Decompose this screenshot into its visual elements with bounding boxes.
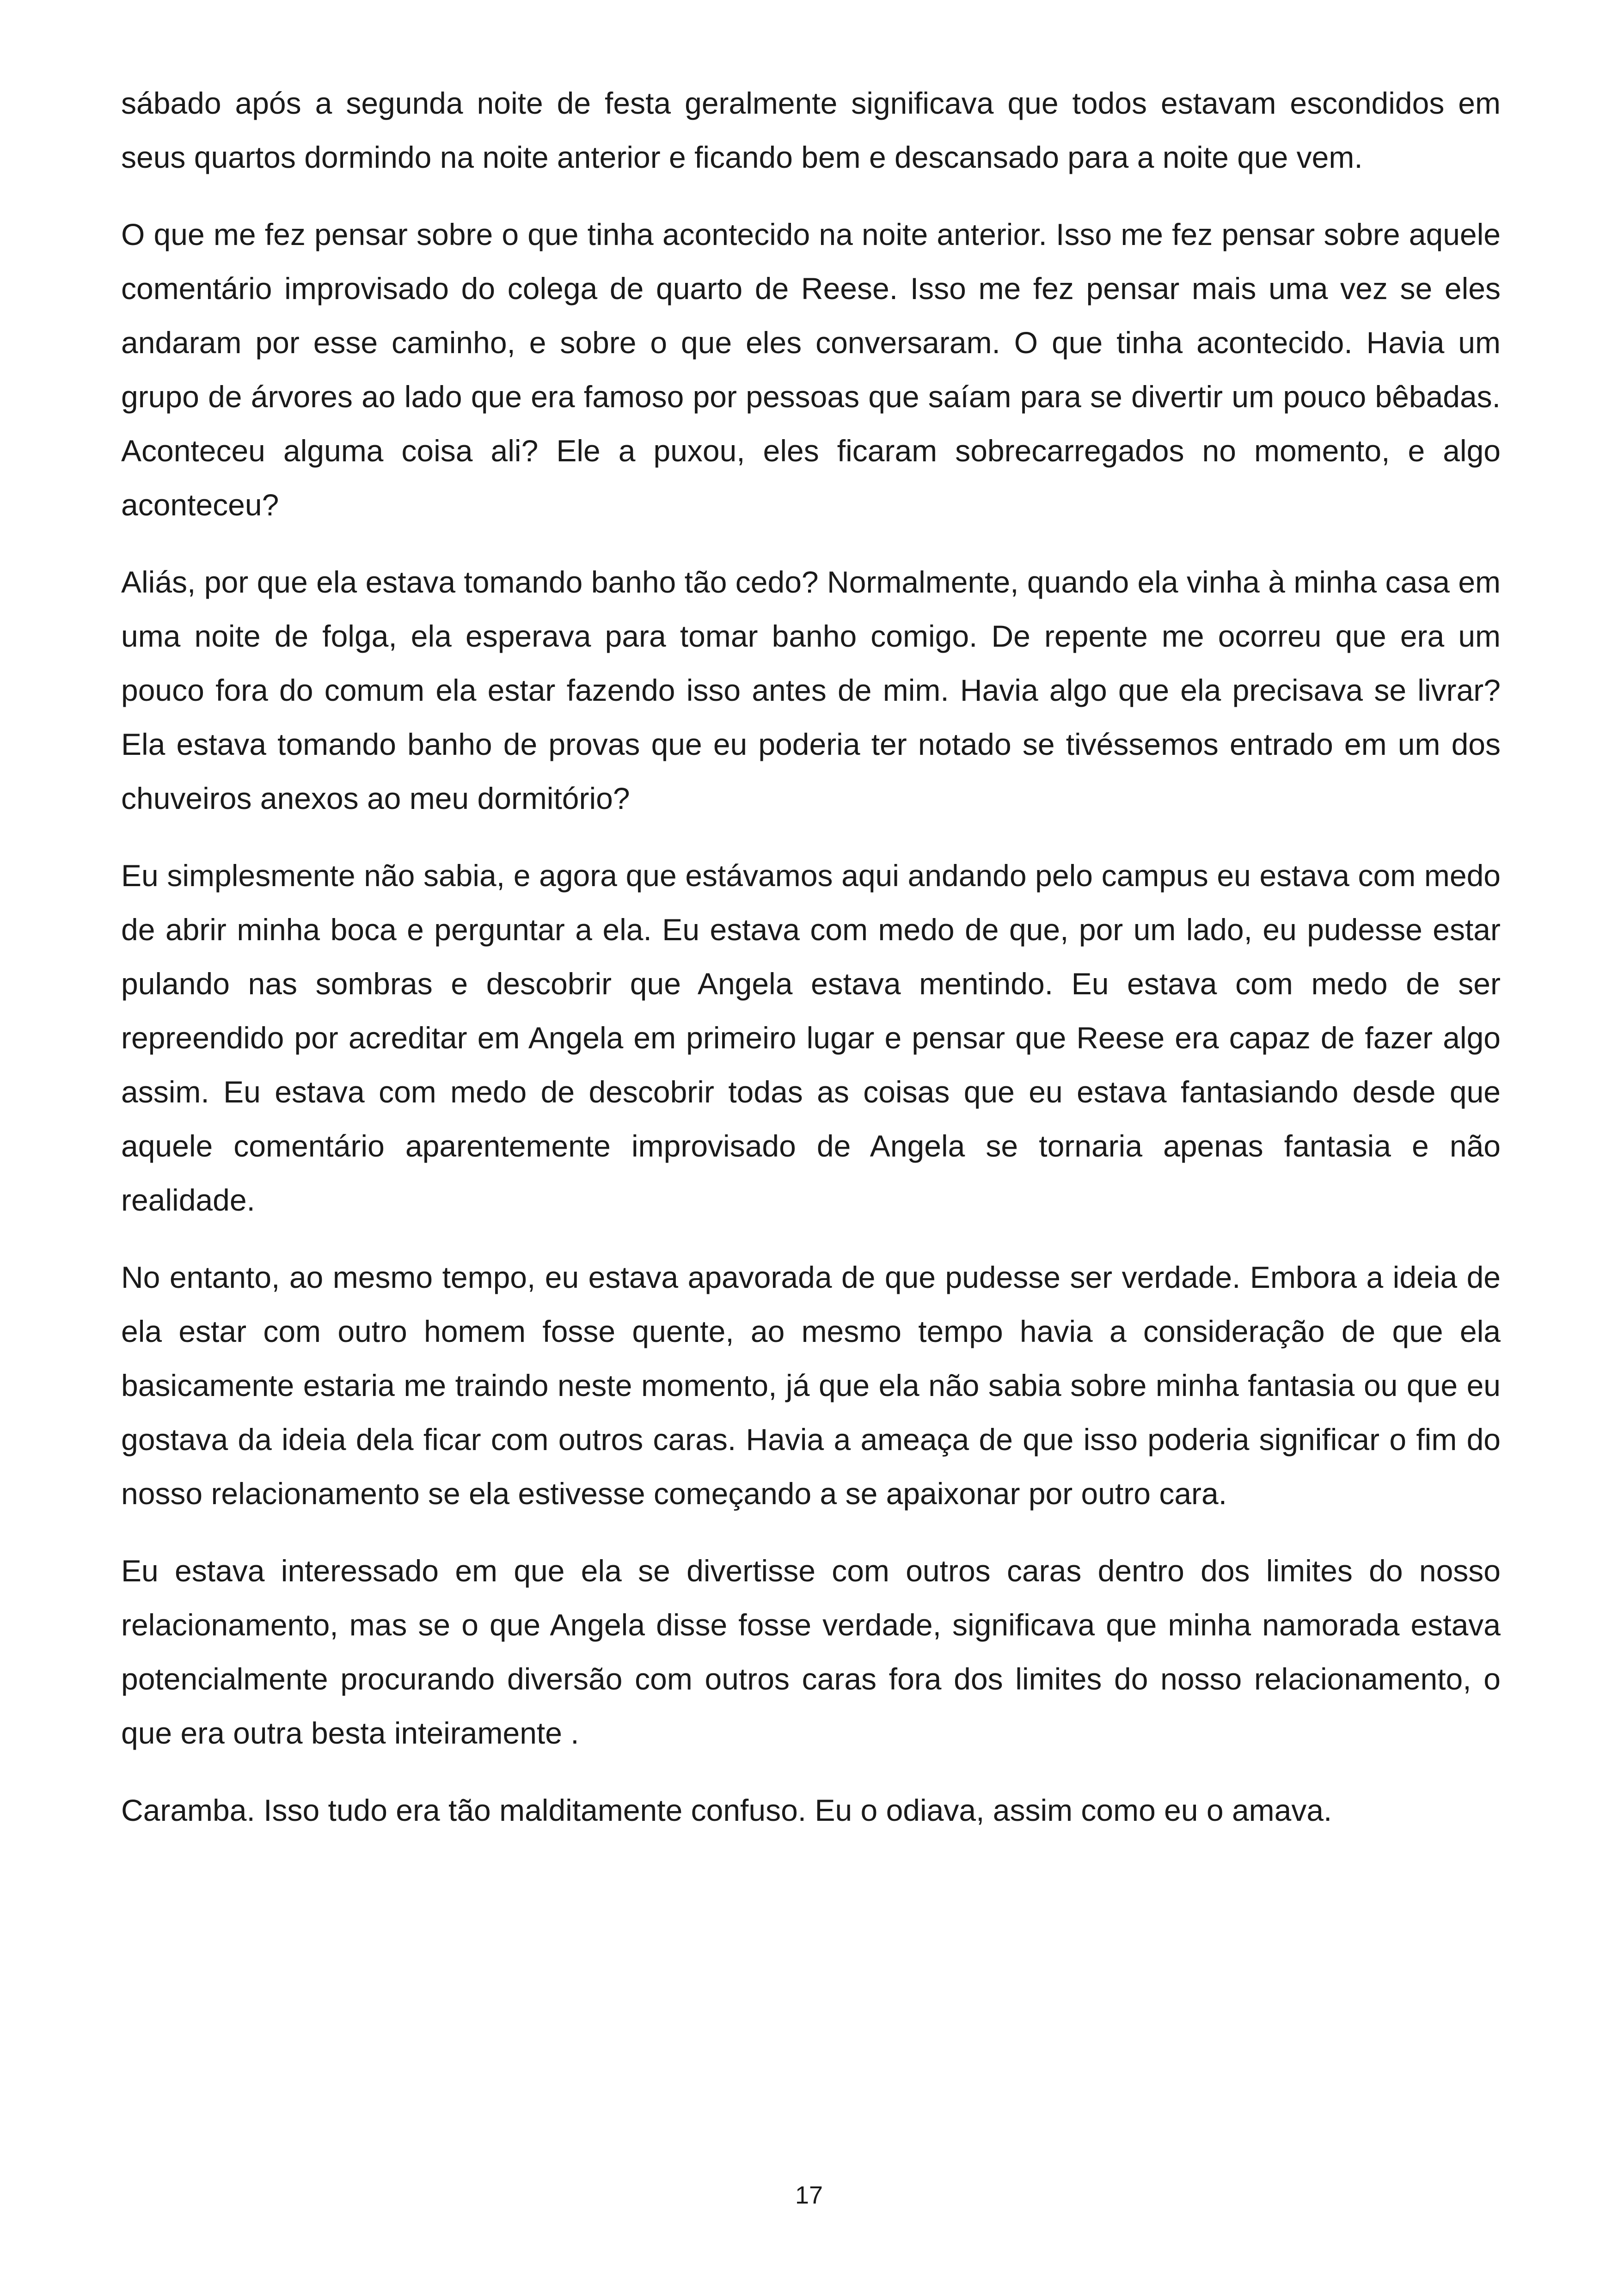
- page-number: 17: [795, 2181, 823, 2209]
- paragraph-4: Eu simplesmente não sabia, e agora que estávamos aqui andando pelo campus eu estava com medo de abrir minha boca e perguntar a ela. Eu estava com medo de que, por um lado, eu pudesse estar pulando nas sombras e descobrir que Angela estava mentindo. Eu estava com medo de ser repreendido por acreditar em Angela em primeiro lugar e pensar que Reese era capaz de fazer algo assim. Eu estava com medo de descobrir todas as coisas que eu estava fantasiando desde que aquele comentário aparentemente improvisado de Angela se tornaria apenas fantasia e não realidade.: [121, 858, 1501, 1217]
- paragraph-3: Aliás, por que ela estava tomando banho tão cedo? Normalmente, quando ela vinha à minha casa em uma noite de folga, ela esperava para tomar banho comigo. De repente me ocorreu que era um pouco fora do comum ela estar fazendo isso antes de mim. Havia algo que ela precisava se livrar? Ela estava tomando banho de provas que eu poderia ter notado se tivéssemos entrado em um dos chuveiros anexos ao meu dormitório?: [121, 565, 1501, 815]
- paragraph-2: O que me fez pensar sobre o que tinha acontecido na noite anterior. Isso me fez pensar sobre aquele comentário improvisado do colega de quarto de Reese. Isso me fez pensar mais uma vez se eles andaram por esse caminho, e sobre o que eles conversaram. O que tinha acontecido. Havia um grupo de árvores ao lado que era famoso por pessoas que saíam para se divertir um pouco bêbadas. Aconteceu alguma coisa ali? Ele a puxou, eles ficaram sobrecarregados no momento, e algo aconteceu?: [121, 217, 1501, 522]
- body-text: [121, 76, 1501, 1861]
- paragraph-6: Eu estava interessado em que ela se divertisse com outros caras dentro dos limites do nosso relacionamento, mas se o que Angela disse fosse verdade, significava que minha namorada estava potencialmente procurando diversão com outros caras fora dos limites do nosso relacionamento, o que era outra besta inteiramente .: [121, 1554, 1501, 1750]
- paragraph-1: sábado após a segunda noite de festa geralmente significava que todos estavam escondidos em seus quartos dormindo na noite anterior e ficando bem e descansado para a noite que vem.: [121, 86, 1501, 174]
- paragraph-7: Caramba. Isso tudo era tão malditamente confuso. Eu o odiava, assim como eu o amava.: [121, 1793, 1332, 1827]
- paragraph-5: No entanto, ao mesmo tempo, eu estava apavorada de que pudesse ser verdade. Embora a ideia de ela estar com outro homem fosse quente, ao mesmo tempo havia a consideração de que ela basicamente estaria me traindo neste momento, já que ela não sabia sobre minha fantasia ou que eu gostava da ideia dela ficar com outros caras. Havia a ameaça de que isso poderia significar o fim do nosso relacionamento se ela estivesse começando a se apaixonar por outro cara.: [121, 1260, 1501, 1511]
